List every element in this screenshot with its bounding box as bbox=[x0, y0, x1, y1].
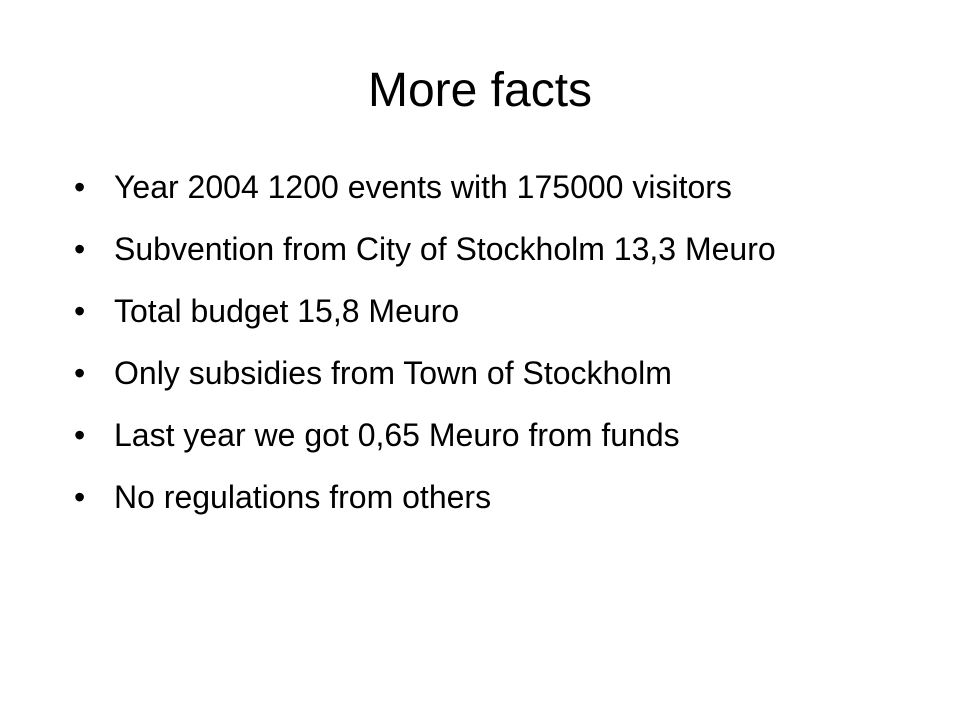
bullet-text: Last year we got 0,65 Meuro from funds bbox=[114, 417, 680, 453]
bullet-marker: • bbox=[74, 231, 86, 267]
bullet-marker: • bbox=[74, 355, 86, 391]
bullet-marker: • bbox=[74, 293, 86, 329]
bullet-item bbox=[72, 292, 892, 330]
bullet-marker: • bbox=[74, 479, 86, 515]
bullet-text: Total budget 15,8 Meuro bbox=[114, 293, 460, 329]
bullet-text: No regulations from others bbox=[114, 479, 492, 515]
bullet-item bbox=[72, 168, 892, 206]
bullet-text: Only subsidies from Town of Stockholm bbox=[114, 355, 672, 391]
slide-title: More facts bbox=[367, 64, 593, 117]
bullet-text: Year 2004 1200 events with 175000 visitors bbox=[114, 169, 732, 205]
bullet-marker: • bbox=[74, 169, 86, 205]
bullet-text: Subvention from City of Stockholm 13,3 Meuro bbox=[114, 231, 776, 267]
bullet-marker: • bbox=[74, 417, 86, 453]
bullet-item bbox=[72, 416, 892, 454]
bullet-item bbox=[72, 478, 892, 516]
bullet-item bbox=[72, 230, 892, 268]
bullet-item bbox=[72, 354, 892, 392]
bullet-list bbox=[72, 168, 892, 540]
